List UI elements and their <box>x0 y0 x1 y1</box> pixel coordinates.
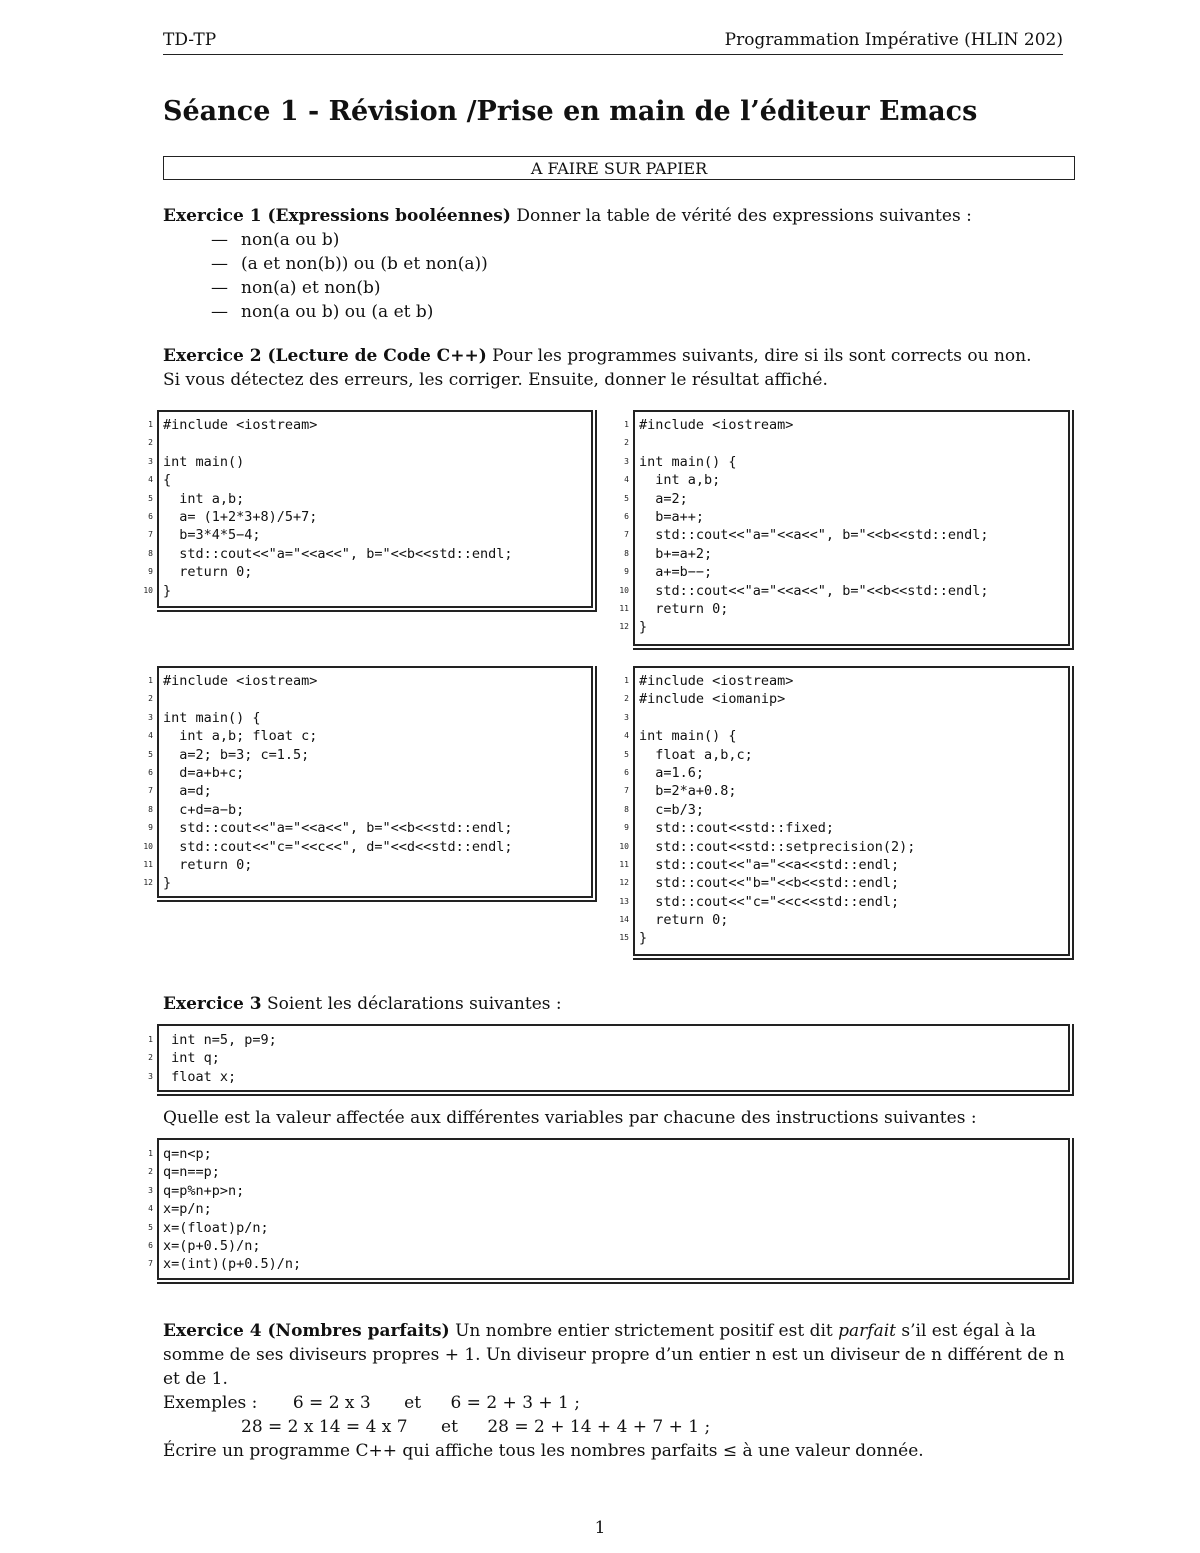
banner: A FAIRE SUR PAPIER <box>163 156 1075 180</box>
exercise-4-emphasis: parfait <box>838 1321 896 1341</box>
line-number: 9 <box>624 567 629 577</box>
exercise-4-line3: et de 1. <box>163 1369 228 1389</box>
code-line <box>143 856 591 874</box>
line-number: 11 <box>619 859 629 869</box>
code-text: int a,b; <box>639 472 721 489</box>
code-text: x=(float)p/n; <box>163 1219 269 1236</box>
line-number: 10 <box>619 585 629 595</box>
code-block-1 <box>143 410 593 608</box>
code-text: int q; <box>163 1050 220 1067</box>
code-text: c+d=a−b; <box>163 801 245 818</box>
code-text: std::cout<<std::setprecision(2); <box>639 838 916 855</box>
code-line <box>624 490 1068 508</box>
line-number: 12 <box>143 878 153 888</box>
code-line <box>619 911 1068 929</box>
code-text: a=2; b=3; c=1.5; <box>163 746 310 763</box>
list-item: — (a et non(b)) ou (b et non(a)) <box>211 254 488 274</box>
code-text: a= (1+2*3+8)/5+7; <box>163 508 318 525</box>
code-line <box>619 856 1068 874</box>
code-line <box>148 1200 1068 1218</box>
code-line <box>148 1182 1068 1200</box>
code-text: std::cout<<"a="<<a<<", b="<<b<<std::endl; <box>163 545 513 562</box>
exercise-2 <box>163 344 1032 392</box>
line-number: 3 <box>624 456 629 466</box>
code-line <box>624 727 1068 745</box>
code-line <box>148 508 591 526</box>
exercise-3-heading: Exercice 3 <box>163 994 262 1014</box>
exercise-3 <box>163 992 562 1016</box>
exercise-4-examples-2: 28 = 2 x 14 = 4 x 7 et 28 = 2 + 14 + 4 + 7 + 1 ; <box>241 1417 711 1437</box>
code-line <box>148 1255 1068 1273</box>
line-number: 4 <box>624 731 629 741</box>
code-text: std::cout<<"a="<<a<<std::endl; <box>639 856 900 873</box>
line-number: 5 <box>624 493 629 503</box>
code-line <box>619 874 1068 892</box>
line-number: 4 <box>148 731 153 741</box>
code-line <box>619 838 1068 856</box>
exercise-1-list <box>163 228 972 324</box>
code-line <box>148 746 591 764</box>
code-text: a=d; <box>163 783 212 800</box>
code-text: std::cout<<"c="<<c<<std::endl; <box>639 893 900 910</box>
code-text <box>635 710 639 726</box>
line-number: 1 <box>148 420 153 429</box>
code-text: } <box>163 875 172 892</box>
code-text: int main() { <box>639 728 737 745</box>
code-line <box>148 1219 1068 1237</box>
code-text: q=n<p; <box>163 1146 212 1162</box>
header-left: TD-TP <box>163 30 217 50</box>
code-line <box>148 1163 1068 1181</box>
exercise-1-heading: Exercice 1 (Expressions booléennes) <box>163 206 511 226</box>
code-line <box>148 672 591 690</box>
code-text: #include <iomanip> <box>639 691 786 708</box>
code-text: return 0; <box>163 564 253 581</box>
code-text: int n=5, p=9; <box>163 1032 277 1048</box>
line-number: 12 <box>619 878 629 888</box>
code-line <box>148 563 591 581</box>
code-text: std::cout<<"a="<<a<<", b="<<b<<std::endl; <box>163 820 513 837</box>
line-number: 1 <box>148 676 153 685</box>
code-line <box>148 690 591 708</box>
code-line <box>148 801 591 819</box>
code-line <box>624 690 1068 708</box>
line-number: 7 <box>148 786 153 796</box>
code-text: x=(int)(p+0.5)/n; <box>163 1256 302 1273</box>
page-title: Séance 1 - Révision /Prise en main de l’éditeur Emacs <box>163 96 978 127</box>
line-number: 3 <box>148 1071 153 1081</box>
code-text: std::cout<<"b="<<b<<std::endl; <box>639 875 900 892</box>
code-text: a=2; <box>639 490 688 507</box>
line-number: 7 <box>624 530 629 540</box>
code-text: a=1.6; <box>639 764 705 781</box>
code-line <box>143 582 591 600</box>
code-block-2 <box>619 410 1070 646</box>
line-number: 7 <box>148 1259 153 1269</box>
exercise-4-examples-1: Exemples : 6 = 2 x 3 et 6 = 2 + 3 + 1 ; <box>163 1393 581 1413</box>
code-block-6 <box>148 1138 1070 1280</box>
line-number: 2 <box>148 694 153 704</box>
code-text <box>635 435 639 451</box>
code-text: b+=a+2; <box>639 545 713 562</box>
line-number: 9 <box>148 567 153 577</box>
code-line <box>624 526 1068 544</box>
line-number: 4 <box>148 1204 153 1214</box>
code-text <box>159 691 163 707</box>
code-text: std::cout<<"a="<<a<<", b="<<b<<std::endl; <box>639 527 989 544</box>
code-line <box>624 545 1068 563</box>
line-number: 1 <box>148 1035 153 1044</box>
line-number: 8 <box>624 804 629 814</box>
code-text: int a,b; <box>163 490 245 507</box>
exercise-4-line5: Écrire un programme C++ qui affiche tous les nombres parfaits ≤ à une valeur donnée. <box>163 1441 924 1461</box>
line-number: 1 <box>624 676 629 685</box>
code-line <box>619 618 1068 636</box>
line-number: 3 <box>624 712 629 722</box>
code-text: int main() { <box>163 709 261 726</box>
code-line <box>624 819 1068 837</box>
list-item: — non(a) et non(b) <box>211 278 381 298</box>
line-number: 2 <box>148 1053 153 1063</box>
code-line <box>148 545 591 563</box>
code-line <box>624 471 1068 489</box>
code-text: std::cout<<std::fixed; <box>639 820 835 837</box>
code-text: #include <iostream> <box>639 417 794 433</box>
line-number: 8 <box>148 548 153 558</box>
code-line <box>619 929 1068 947</box>
code-line <box>624 782 1068 800</box>
code-line <box>624 709 1068 727</box>
exercise-4-line1b: s’il est égal à la <box>901 1321 1036 1341</box>
code-line <box>148 434 591 452</box>
line-number: 9 <box>624 823 629 833</box>
code-text: #include <iostream> <box>163 417 318 433</box>
code-line <box>148 526 591 544</box>
code-line <box>624 746 1068 764</box>
line-number: 3 <box>148 1185 153 1195</box>
code-line <box>148 819 591 837</box>
code-line <box>148 1237 1068 1255</box>
code-text: } <box>163 582 172 599</box>
line-number: 6 <box>148 1240 153 1250</box>
line-number: 11 <box>143 859 153 869</box>
code-line <box>148 782 591 800</box>
code-line <box>624 801 1068 819</box>
code-text: d=a+b+c; <box>163 764 245 781</box>
code-line <box>143 838 591 856</box>
exercise-1-text: Donner la table de vérité des expressions suivantes : <box>516 206 972 226</box>
exercise-2-line1: Pour les programmes suivants, dire si ils sont corrects ou non. <box>492 346 1032 366</box>
code-text: return 0; <box>163 856 253 873</box>
code-line <box>148 1031 1068 1049</box>
code-text: a+=b−−; <box>639 564 713 581</box>
exercise-4-heading: Exercice 4 (Nombres parfaits) <box>163 1321 450 1341</box>
header-right: Programmation Impérative (HLIN 202) <box>724 30 1063 50</box>
code-text: return 0; <box>639 600 729 617</box>
code-line <box>624 453 1068 471</box>
code-text: x=(p+0.5)/n; <box>163 1237 261 1254</box>
code-line <box>619 582 1068 600</box>
exercise-4-line1a: Un nombre entier strictement positif est dit <box>455 1321 833 1341</box>
line-number: 14 <box>619 915 629 925</box>
code-text: c=b/3; <box>639 801 705 818</box>
line-number: 8 <box>148 804 153 814</box>
line-number: 5 <box>624 749 629 759</box>
code-text: float x; <box>163 1068 237 1085</box>
line-number: 9 <box>148 823 153 833</box>
code-line <box>148 764 591 782</box>
line-number: 7 <box>624 786 629 796</box>
code-text: float a,b,c; <box>639 746 753 763</box>
line-number: 6 <box>624 767 629 777</box>
code-line <box>624 563 1068 581</box>
line-number: 4 <box>148 475 153 485</box>
code-text: int main() { <box>639 453 737 470</box>
line-number: 12 <box>619 622 629 632</box>
line-number: 4 <box>624 475 629 485</box>
exercise-4 <box>163 1319 1068 1463</box>
exercise-2-heading: Exercice 2 (Lecture de Code C++) <box>163 346 487 366</box>
code-text: #include <iostream> <box>163 673 318 689</box>
line-number: 2 <box>624 438 629 448</box>
code-line <box>148 471 591 489</box>
code-text: std::cout<<"a="<<a<<", b="<<b<<std::endl; <box>639 582 989 599</box>
code-line <box>143 874 591 892</box>
code-text: std::cout<<"c="<<c<<", d="<<d<<std::endl; <box>163 838 513 855</box>
code-text: int a,b; float c; <box>163 728 318 745</box>
code-text: q=n==p; <box>163 1164 220 1181</box>
line-number: 1 <box>624 420 629 429</box>
code-text: b=3*4*5−4; <box>163 527 261 544</box>
code-text: b=2*a+0.8; <box>639 783 737 800</box>
code-line <box>624 764 1068 782</box>
line-number: 6 <box>148 767 153 777</box>
code-line <box>148 490 591 508</box>
line-number: 6 <box>148 511 153 521</box>
page-header <box>163 30 1063 55</box>
code-line <box>148 416 591 434</box>
line-number: 10 <box>143 585 153 595</box>
code-line <box>624 508 1068 526</box>
code-line <box>148 453 591 471</box>
code-block-5 <box>148 1024 1070 1092</box>
line-number: 10 <box>619 841 629 851</box>
code-text: q=p%n+p>n; <box>163 1182 245 1199</box>
code-text: { <box>163 472 172 489</box>
line-number: 1 <box>148 1149 153 1158</box>
exercise-3-question: Quelle est la valeur affectée aux différentes variables par chacune des instructions suivantes : <box>163 1108 977 1128</box>
exercise-4-line2: somme de ses diviseurs propres + 1. Un diviseur propre d’un entier n est un diviseur de n différent de n <box>163 1345 1065 1365</box>
line-number: 2 <box>624 694 629 704</box>
line-number: 2 <box>148 438 153 448</box>
code-text: } <box>639 930 648 947</box>
line-number: 2 <box>148 1167 153 1177</box>
line-number: 10 <box>143 841 153 851</box>
code-block-4 <box>619 666 1070 956</box>
code-text <box>159 435 163 451</box>
code-text: } <box>639 619 648 636</box>
code-line <box>148 1049 1068 1067</box>
line-number: 8 <box>624 548 629 558</box>
code-line <box>624 416 1068 434</box>
code-text: #include <iostream> <box>639 673 794 689</box>
code-text: int main() <box>163 453 245 470</box>
line-number: 5 <box>148 493 153 503</box>
list-item: — non(a ou b) ou (a et b) <box>211 302 434 322</box>
line-number: 15 <box>619 933 629 943</box>
line-number: 11 <box>619 603 629 613</box>
page-number: 1 <box>594 1518 606 1538</box>
code-line <box>619 600 1068 618</box>
exercise-1 <box>163 204 972 324</box>
code-line <box>619 893 1068 911</box>
code-line <box>148 1068 1068 1086</box>
code-text: return 0; <box>639 912 729 929</box>
line-number: 3 <box>148 456 153 466</box>
code-line <box>148 1145 1068 1163</box>
exercise-2-line2: Si vous détectez des erreurs, les corriger. Ensuite, donner le résultat affiché. <box>163 370 828 390</box>
list-item: — non(a ou b) <box>211 230 340 250</box>
code-line <box>148 727 591 745</box>
line-number: 13 <box>619 896 629 906</box>
code-line <box>624 434 1068 452</box>
code-line <box>148 709 591 727</box>
code-text: b=a++; <box>639 508 705 525</box>
code-text: x=p/n; <box>163 1201 212 1218</box>
line-number: 6 <box>624 511 629 521</box>
code-block-3 <box>143 666 593 898</box>
line-number: 7 <box>148 530 153 540</box>
exercise-3-text: Soient les déclarations suivantes : <box>267 994 562 1014</box>
line-number: 3 <box>148 712 153 722</box>
line-number: 5 <box>148 749 153 759</box>
line-number: 5 <box>148 1222 153 1232</box>
code-line <box>624 672 1068 690</box>
